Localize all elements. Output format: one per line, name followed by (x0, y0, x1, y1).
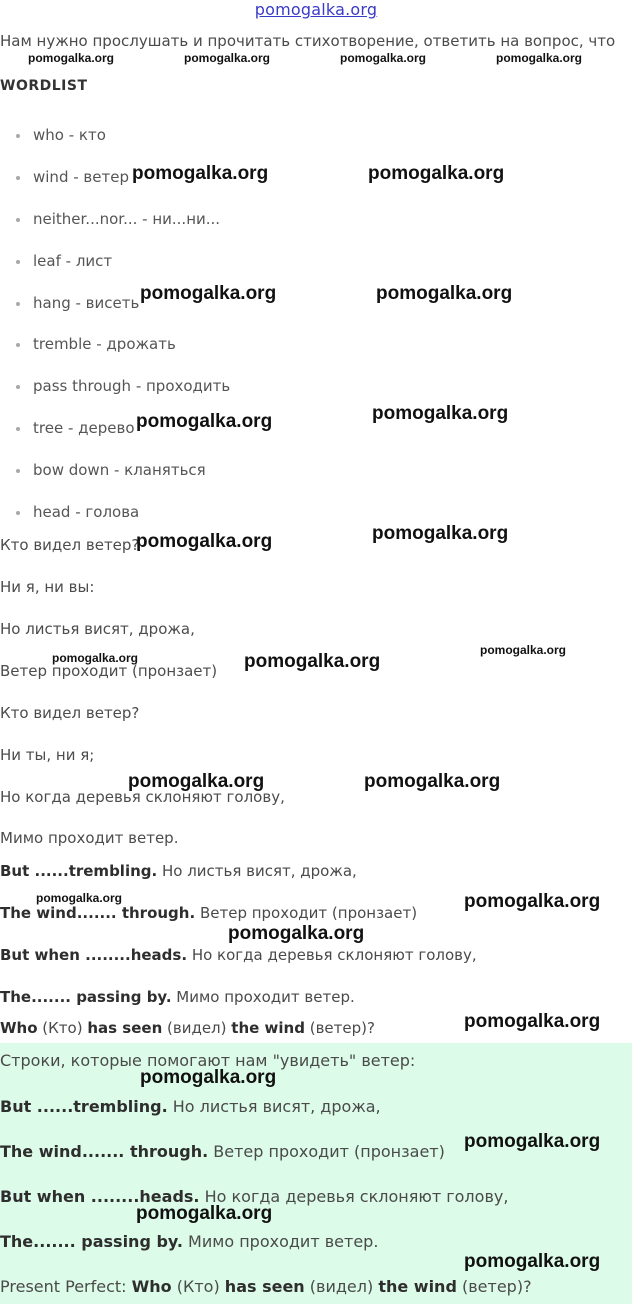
phrase-pair: But ......trembling. Но листья висят, дрожа, (0, 1097, 381, 1116)
watermark: pomogalka.org (464, 1131, 601, 1152)
bullet-icon (16, 302, 20, 306)
watermark: pomogalka.org (364, 771, 501, 792)
phrase-pair: But when ........heads. Но когда деревья склоняют голову, (0, 1187, 509, 1206)
bullet-icon (16, 427, 20, 431)
translation-line: Но листья висят, дрожа, (0, 620, 195, 638)
phrase-pair: The wind....... through. Ветер проходит (пронзает) (0, 904, 418, 922)
bullet-icon (16, 218, 20, 222)
watermark: pomogalka.org (140, 283, 277, 304)
bullet-icon (16, 469, 20, 473)
watermark: pomogalka.org (464, 1011, 601, 1032)
watermark: pomogalka.org (136, 411, 273, 432)
phrase-pair: The wind....... through. Ветер проходит (пронзает) (0, 1142, 445, 1161)
watermark: pomogalka.org (376, 283, 513, 304)
site-header (0, 0, 632, 19)
watermark: pomogalka.org (52, 651, 139, 665)
watermark: pomogalka.org (372, 523, 509, 544)
site-link[interactable]: pomogalka.org (254, 0, 378, 19)
watermark: pomogalka.org (184, 51, 271, 65)
question-line: Who (Кто) has seen (видел) the wind (ветер)? (0, 1019, 375, 1037)
bullet-icon (16, 511, 20, 515)
bullet-icon (16, 260, 20, 264)
translation-line: Мимо проходит ветер. (0, 829, 179, 847)
translation-line: Но когда деревья склоняют голову, (0, 788, 285, 806)
bullet-icon (16, 343, 20, 347)
translation-line: Кто видел ветер? (0, 704, 140, 722)
watermark: pomogalka.org (340, 51, 427, 65)
watermark: pomogalka.org (28, 51, 115, 65)
watermark: pomogalka.org (128, 771, 265, 792)
phrase-pair: The....... passing by. Мимо проходит ветер. (0, 1232, 379, 1251)
translation-line: Кто видел ветер? (0, 536, 140, 554)
phrase-pair: But ......trembling. Но листья висят, дрожа, (0, 862, 357, 880)
watermark: pomogalka.org (136, 1203, 273, 1224)
intro-text: Нам нужно прослушать и прочитать стихотворение, ответить на вопрос, что (0, 32, 616, 50)
watermark: pomogalka.org (464, 1251, 601, 1272)
translation-line: Ни ты, ни я; (0, 746, 95, 764)
watermark: pomogalka.org (132, 163, 269, 184)
bullet-icon (16, 385, 20, 389)
bullet-icon (16, 134, 20, 138)
translation-line: Ветер проходит (пронзает) (0, 662, 218, 680)
bullet-icon (16, 176, 20, 180)
watermark: pomogalka.org (368, 163, 505, 184)
wordlist-title: WORDLIST (0, 78, 88, 94)
watermark: pomogalka.org (496, 51, 583, 65)
watermark: pomogalka.org (136, 531, 273, 552)
translation-line: Ни я, ни вы: (0, 578, 95, 596)
watermark: pomogalka.org (36, 891, 123, 905)
present-perfect-line: Present Perfect: Who (Кто) has seen (видел) the wind (ветер)? (0, 1277, 532, 1296)
highlight-heading: Строки, которые помогают нам "увидеть" ветер: (0, 1051, 416, 1070)
watermark: pomogalka.org (228, 923, 365, 944)
watermark: pomogalka.org (372, 403, 509, 424)
phrase-pair: The....... passing by. Мимо проходит ветер. (0, 988, 355, 1006)
phrase-pair: But when ........heads. Но когда деревья склоняют голову, (0, 946, 477, 964)
watermark: pomogalka.org (244, 651, 381, 672)
watermark: pomogalka.org (464, 891, 601, 912)
watermark: pomogalka.org (480, 643, 567, 657)
watermark: pomogalka.org (140, 1067, 277, 1088)
